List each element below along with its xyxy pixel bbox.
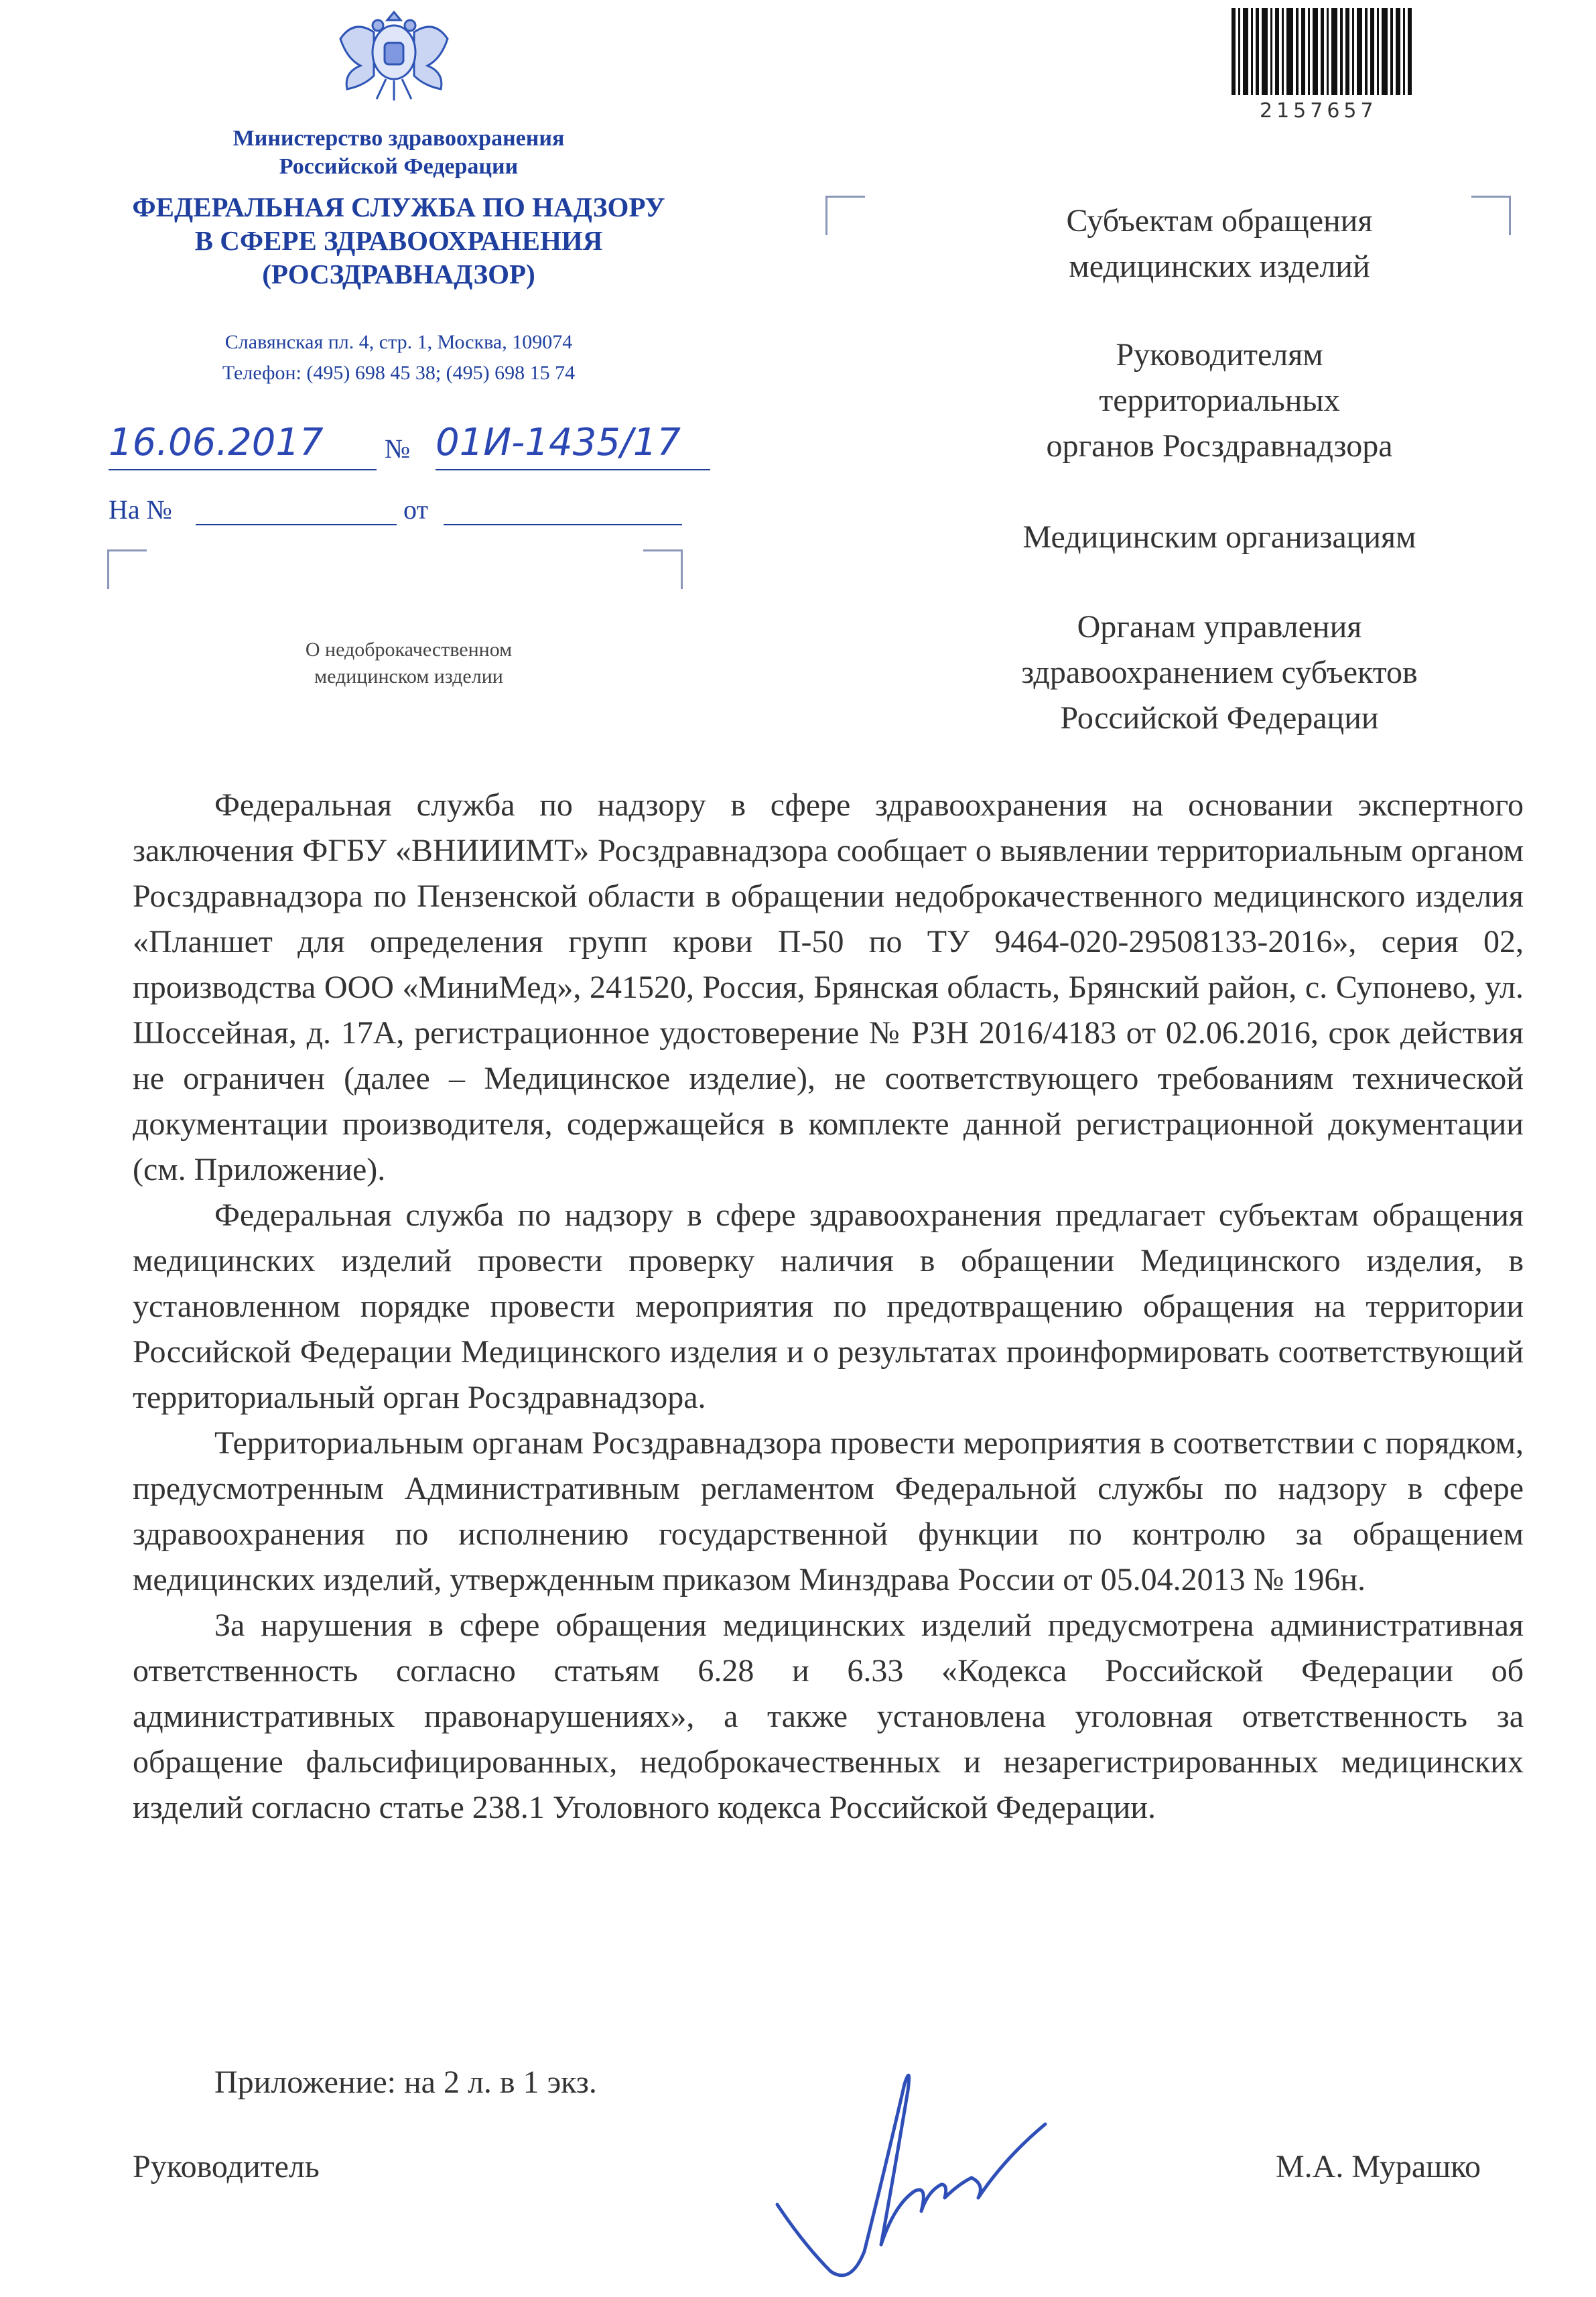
barcode bbox=[1232, 8, 1412, 95]
body-paragraph-3: Территориальным органам Росздравнадзора провести мероприятия в соответствии с порядком, предусмотренным Административным регламентом Федеральной службы по надзору в сфере здравоохранения по исполнению государственной функции по контролю за обращением медицинских изделий, утвержденным приказом Минздрава России от 05.04.2013 № 196н. bbox=[133, 1425, 1524, 1597]
body-paragraph-1: Федеральная служба по надзору в сфере здравоохранения на основании экспертного заключения ФГБУ «ВНИИИМТ» Росздравнадзора сообщает о выявлении территориальным органом Росздравнадзора по Пензенской области в обращении недоброкачественного медицинского изделия «Планшет для определения групп крови П-50 по ТУ 9464-020-29508133-2016», серия 02, производства ООО «МиниМед», 241520, Россия, Брянская область, Брянский район, с. Супонево, ул. Шоссейная, д. 17А, регистрационное удостоверение № РЗН 2016/4183 от 02.06.2016, срок действия не ограничен (далее – Медицинское изделие), не соответствующего требованиям технической документации производителя, содержащейся в комплекте данной регистрационной документации (см. Приложение). bbox=[133, 787, 1524, 1187]
reply-date-line bbox=[444, 524, 682, 525]
letter-subject bbox=[221, 637, 596, 690]
number-sign: № bbox=[385, 434, 411, 464]
addressee-4-line-2: здравоохранением субъектов bbox=[1021, 655, 1418, 690]
addressee-bracket-left bbox=[825, 196, 865, 235]
subject-line-1: О недоброкачественном bbox=[305, 639, 513, 661]
addressee-2-line-3: органов Росздравнадзора bbox=[1046, 428, 1393, 464]
addressee-4-line-3: Российской Федерации bbox=[1060, 700, 1379, 736]
addressee-2-line-1: Руководителям bbox=[1116, 337, 1323, 373]
service-line-1: ФЕДЕРАЛЬНАЯ СЛУЖБА ПО НАДЗОРУ bbox=[132, 192, 665, 222]
ministry-name bbox=[87, 125, 710, 181]
addressee-3 bbox=[884, 515, 1554, 560]
addressee-1 bbox=[884, 198, 1554, 289]
handwritten-number: 01И-1435/17 bbox=[436, 421, 681, 464]
service-name bbox=[87, 190, 710, 291]
body-paragraph-2: Федеральная служба по надзору в сфере здравоохранения предлагает субъектам обращения медицинских изделий провести проверку наличия в обращении Медицинского изделия, в установленном порядке провести мероприятия по предотвращению обращения на территории Российской Федерации Медицинского изделия и о результатах проинформировать соответствующий территориальный орган Росздравнадзора. bbox=[133, 1197, 1524, 1415]
subject-bracket-left bbox=[107, 549, 147, 589]
reply-to-number-label: На № bbox=[109, 495, 172, 525]
number-underline bbox=[436, 469, 710, 470]
addressee-2 bbox=[884, 332, 1554, 469]
appendix-note: Приложение: на 2 л. в 1 экз. bbox=[214, 2064, 597, 2100]
phone: Телефон: (495) 698 45 38; (495) 698 15 74 bbox=[222, 362, 576, 384]
date-underline bbox=[109, 469, 377, 470]
body-paragraph-4: За нарушения в сфере обращения медицинских изделий предусмотрена административная ответственность согласно статьям 6.28 и 6.33 «Кодекса Российской Федерации об административных правонарушениях», а также установлена уголовная ответственность за обращение фальсифицированных, недоброкачественных и незарегистрированных медицинских изделий согласно статье 238.1 Уголовного кодекса Российской Федерации. bbox=[133, 1607, 1524, 1825]
reply-number-line bbox=[196, 524, 397, 525]
addressee-3-line-1: Медицинским организациям bbox=[1022, 519, 1416, 555]
letter-body bbox=[133, 783, 1524, 1831]
signer-name: М.А. Мурашко bbox=[1276, 2149, 1481, 2184]
ministry-line-1: Министерство здравоохранения bbox=[232, 126, 565, 151]
addressee-1-line-2: медицинских изделий bbox=[1069, 249, 1370, 284]
subject-bracket-right bbox=[643, 549, 683, 589]
address: Славянская пл. 4, стр. 1, Москва, 109074 bbox=[224, 331, 573, 353]
handwritten-date: 16.06.2017 bbox=[109, 421, 324, 464]
addressee-1-line-1: Субъектам обращения bbox=[1066, 203, 1373, 239]
barcode-number: 2157657 bbox=[1260, 99, 1378, 123]
ministry-line-2: Российской Федерации bbox=[279, 154, 519, 179]
signer-position: Руководитель bbox=[133, 2149, 320, 2184]
service-line-3: (РОСЗДРАВНАДЗОР) bbox=[262, 259, 535, 289]
handwritten-signature bbox=[757, 2064, 1119, 2285]
service-line-2: В СФЕРЕ ЗДРАВООХРАНЕНИЯ bbox=[194, 225, 603, 256]
subject-line-2: медицинском изделии bbox=[314, 665, 503, 687]
coat-of-arms-emblem bbox=[334, 5, 454, 106]
addressee-2-line-2: территориальных bbox=[1099, 383, 1340, 418]
addressee-4 bbox=[884, 604, 1554, 741]
reply-date-label: от bbox=[403, 495, 428, 525]
addressee-4-line-1: Органам управления bbox=[1077, 609, 1362, 645]
